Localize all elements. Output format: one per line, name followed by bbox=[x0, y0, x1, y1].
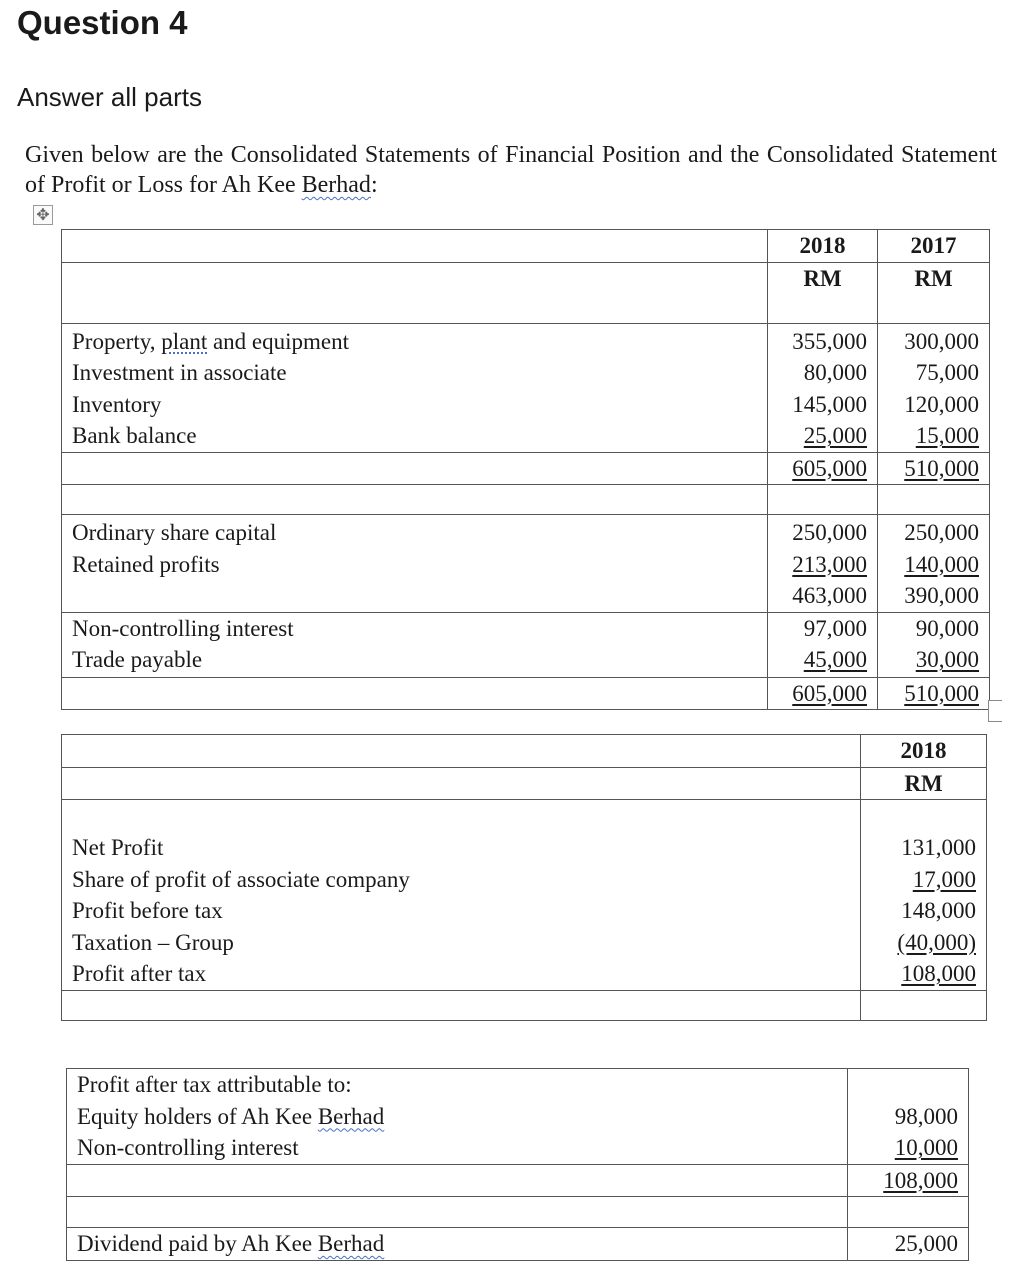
asset-label: Bank balance bbox=[72, 423, 197, 448]
equity-subtotal-2017: 390,000 bbox=[904, 583, 979, 608]
table-row bbox=[67, 1069, 969, 1165]
table-row bbox=[62, 767, 987, 800]
asset-value-2018: 355,000 bbox=[792, 328, 868, 354]
table-row bbox=[62, 515, 990, 613]
equity-label: Ordinary share capital bbox=[72, 520, 277, 545]
intro-end: : bbox=[370, 172, 378, 198]
liabilities-labels-cell bbox=[62, 612, 768, 677]
attribution-heading: Profit after tax attributable to: bbox=[77, 1072, 352, 1097]
empty-cell bbox=[848, 1197, 969, 1228]
pl-label: Profit after tax bbox=[72, 961, 207, 986]
empty-cell bbox=[62, 230, 768, 263]
table-row bbox=[67, 1164, 969, 1197]
col-2017-unit: RM bbox=[878, 262, 990, 323]
pl-values-cell bbox=[861, 800, 987, 991]
liabilities-2017-cell bbox=[878, 612, 990, 677]
equity-value-2017: 140,000 bbox=[904, 551, 979, 577]
table-row bbox=[62, 990, 987, 1020]
asset-value-2018: 25,000 bbox=[803, 423, 868, 448]
table-row bbox=[62, 452, 990, 485]
asset-value-2017: 300,000 bbox=[904, 328, 979, 354]
empty-cell bbox=[861, 990, 987, 1020]
equity-2017-cell bbox=[878, 515, 990, 613]
instruction-text: Answer all parts bbox=[17, 82, 202, 112]
liability-value-2018: 97,000 bbox=[803, 615, 868, 641]
empty-cell bbox=[67, 1164, 848, 1197]
asset-value-2018: 80,000 bbox=[803, 360, 868, 385]
pl-label: Net Profit bbox=[72, 835, 164, 860]
equity-subtotal-2018: 463,000 bbox=[792, 583, 868, 608]
equity-labels-cell bbox=[62, 515, 768, 613]
liabilities-2018-cell bbox=[768, 612, 878, 677]
empty-cell bbox=[62, 262, 768, 323]
intro-company-word: Berhad bbox=[301, 172, 371, 198]
financial-position-table bbox=[61, 229, 990, 710]
equity-value-2017: 250,000 bbox=[904, 520, 979, 545]
liability-label: Non-controlling interest bbox=[72, 615, 294, 641]
attribution-labels-cell bbox=[67, 1069, 848, 1165]
empty-cell bbox=[67, 1197, 848, 1228]
attribution-label-equity: Equity holders of Ah Kee Berhad bbox=[77, 1103, 385, 1129]
table-row bbox=[67, 1228, 969, 1261]
pl-col-year: 2018 bbox=[861, 735, 987, 768]
pl-value: 148,000 bbox=[901, 898, 976, 923]
empty-cell bbox=[878, 485, 990, 515]
table-row bbox=[62, 485, 990, 515]
liabilities-total-2017: 510,000 bbox=[878, 677, 990, 710]
attribution-total: 108,000 bbox=[848, 1164, 969, 1197]
table-move-handle-icon[interactable]: ✥ bbox=[33, 205, 53, 225]
asset-value-2017: 15,000 bbox=[915, 423, 979, 448]
pl-label: Profit before tax bbox=[72, 898, 223, 923]
table-row bbox=[62, 612, 990, 677]
equity-value-2018: 213,000 bbox=[792, 551, 868, 577]
liability-value-2017: 30,000 bbox=[915, 647, 979, 672]
pl-label: Taxation – Group bbox=[72, 929, 234, 955]
empty-cell bbox=[62, 767, 861, 800]
empty-cell bbox=[62, 990, 861, 1020]
equity-value-2018: 250,000 bbox=[792, 520, 868, 545]
attribution-values-cell bbox=[848, 1069, 969, 1165]
empty-cell bbox=[768, 485, 878, 515]
pl-value: 17,000 bbox=[912, 866, 976, 892]
empty-cell bbox=[62, 452, 768, 485]
asset-label-ppe: Property, plant and equipment bbox=[72, 328, 350, 354]
equity-2018-cell bbox=[768, 515, 878, 613]
attribution-value: 98,000 bbox=[894, 1103, 958, 1129]
liability-label: Trade payable bbox=[72, 647, 203, 672]
intro-paragraph bbox=[25, 140, 997, 200]
empty-cell bbox=[62, 735, 861, 768]
assets-2017-cell bbox=[878, 323, 990, 452]
attribution-table bbox=[66, 1068, 969, 1261]
table-row bbox=[62, 323, 990, 452]
table-row bbox=[62, 735, 987, 768]
col-2018-year: 2018 bbox=[768, 230, 878, 263]
table-row bbox=[62, 677, 990, 710]
liability-value-2018: 45,000 bbox=[803, 647, 868, 672]
attribution-value: 10,000 bbox=[894, 1135, 958, 1160]
profit-loss-table bbox=[61, 734, 987, 1021]
question-title: Question 4 bbox=[17, 4, 188, 41]
dividend-label: Dividend paid by Ah Kee Berhad bbox=[67, 1228, 848, 1261]
table-row bbox=[62, 230, 990, 263]
pl-col-unit: RM bbox=[861, 767, 987, 800]
pl-value: 108,000 bbox=[901, 961, 976, 986]
empty-line bbox=[858, 1069, 958, 1101]
pl-value: (40,000) bbox=[897, 929, 976, 955]
assets-2018-cell bbox=[768, 323, 878, 452]
asset-value-2017: 75,000 bbox=[915, 360, 979, 385]
col-2018-unit: RM bbox=[768, 262, 878, 323]
assets-labels-cell bbox=[62, 323, 768, 452]
asset-value-2017: 120,000 bbox=[904, 391, 979, 417]
empty-cell bbox=[62, 677, 768, 710]
pl-label: Share of profit of associate company bbox=[72, 866, 410, 892]
asset-label: Investment in associate bbox=[72, 360, 287, 385]
assets-total-2018: 605,000 bbox=[768, 452, 878, 485]
pl-value: 131,000 bbox=[901, 835, 976, 860]
intro-text: Given below are the Consolidated Statements of Financial Position and the Consolidated Statement of Profit or Loss for Ah Kee bbox=[25, 142, 997, 198]
pl-labels-cell bbox=[62, 800, 861, 991]
col-2017-year: 2017 bbox=[878, 230, 990, 263]
table-row bbox=[62, 800, 987, 991]
equity-label: Retained profits bbox=[72, 551, 220, 577]
table-row bbox=[62, 262, 990, 323]
asset-label: Inventory bbox=[72, 391, 162, 417]
table-row bbox=[67, 1197, 969, 1228]
table-resize-handle-icon[interactable] bbox=[988, 700, 1002, 722]
attribution-label-nci: Non-controlling interest bbox=[77, 1135, 299, 1160]
dividend-value: 25,000 bbox=[848, 1228, 969, 1261]
assets-total-2017: 510,000 bbox=[878, 452, 990, 485]
asset-value-2018: 145,000 bbox=[792, 391, 868, 417]
liability-value-2017: 90,000 bbox=[915, 615, 979, 641]
empty-cell bbox=[62, 485, 768, 515]
liabilities-total-2018: 605,000 bbox=[768, 677, 878, 710]
